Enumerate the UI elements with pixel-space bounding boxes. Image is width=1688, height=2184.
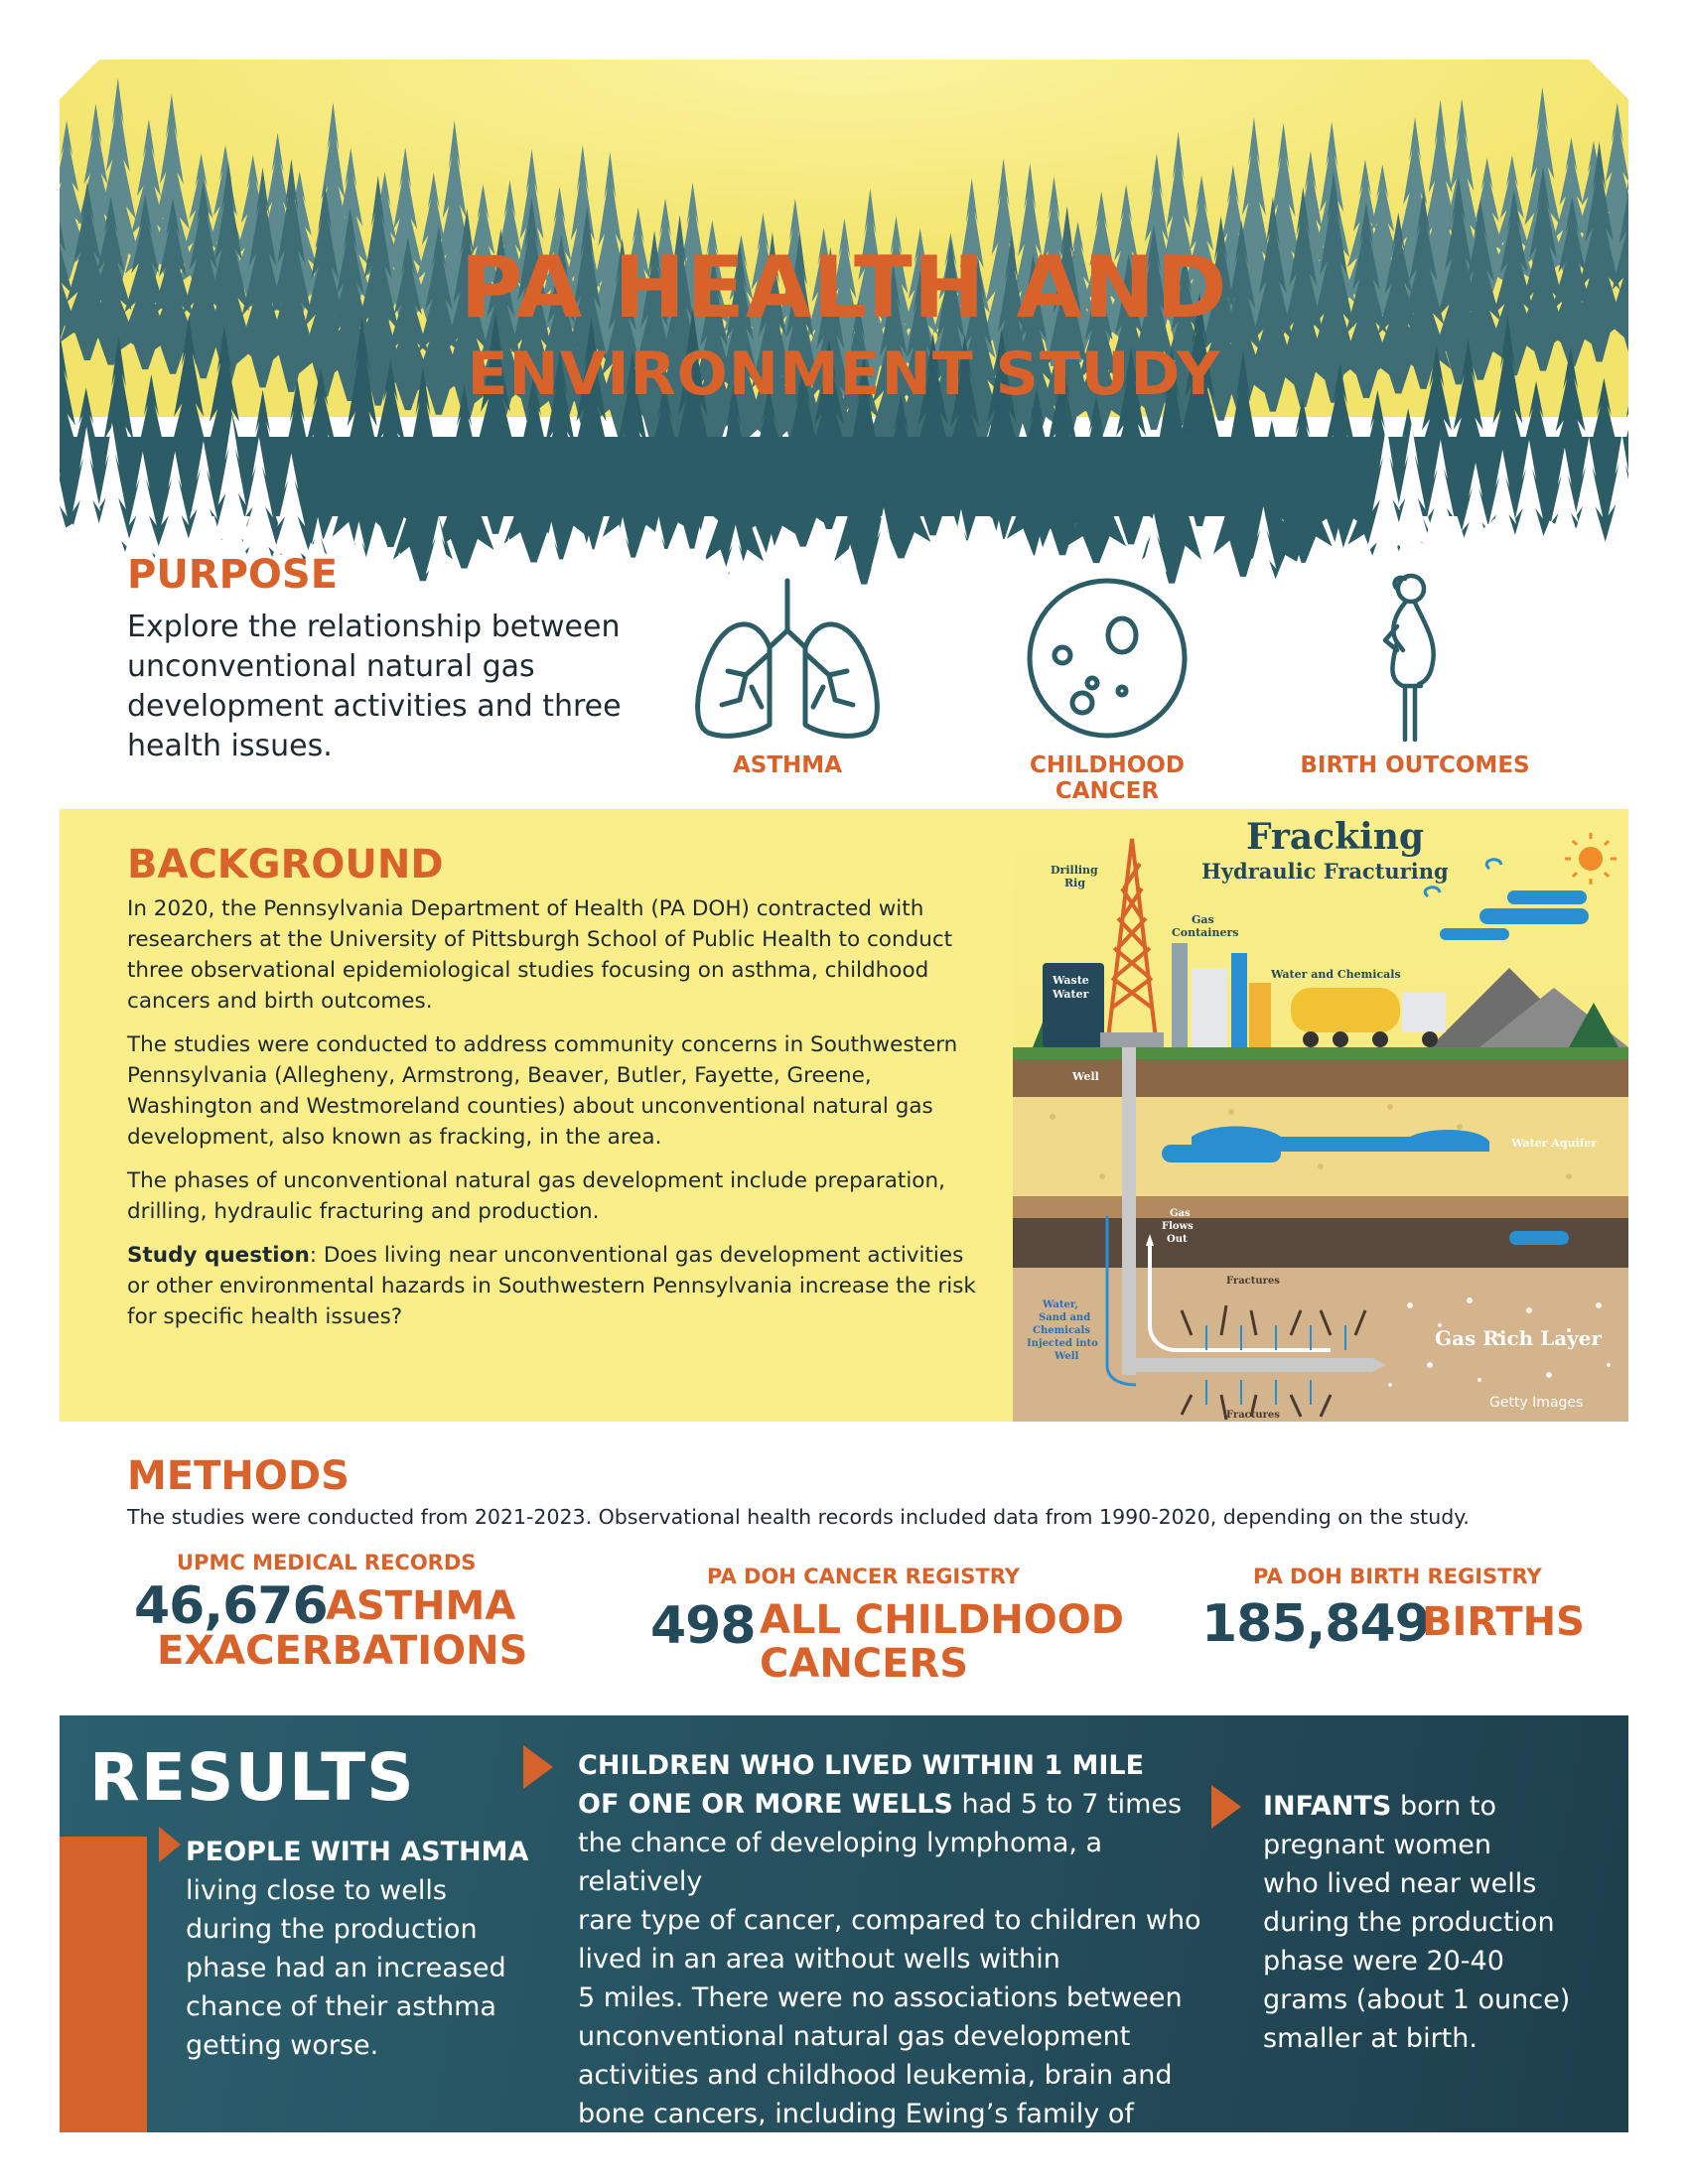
result-asthma-lead: PEOPLE WITH ASTHMA	[186, 1837, 529, 1867]
result-line: phase had an increased	[186, 1953, 506, 1983]
label-drilling-rig-1: Drilling	[1051, 864, 1098, 877]
methods-text: The studies were conducted from 2021-2023. Observational health records included data from 1990-2020, depending on the study.	[127, 1505, 1470, 1529]
sun-icon	[1579, 847, 1603, 871]
result-line: phase were 20-40	[1263, 1946, 1504, 1977]
stat-number-births: 185,849	[1201, 1594, 1430, 1654]
hero-banner	[60, 60, 1628, 596]
label-water-aquifer: Water Aquifer	[1511, 1137, 1598, 1150]
background-paragraph: The phases of unconventional natural gas development include preparation, drilling, hydraulic fracturing and production.	[127, 1168, 945, 1224]
issue-label-childhood-cancer: CHILDHOOD CANCER	[1030, 752, 1185, 804]
result-children-lead-rest: had 5 to 7 times	[952, 1789, 1183, 1820]
label-injected-1: Water,	[1043, 1299, 1078, 1310]
result-infants-lead: INFANTS	[1263, 1791, 1392, 1822]
methods-heading: METHODS	[127, 1453, 350, 1499]
label-gas-containers-1: Gas	[1192, 913, 1214, 926]
purpose-line: unconventional natural gas	[127, 649, 535, 684]
issue-label-asthma: ASTHMA	[733, 752, 842, 778]
diagram-title: Fracking	[1246, 816, 1425, 858]
study-question-label: Study question	[127, 1243, 310, 1268]
stat-number-cancers: 498	[650, 1596, 756, 1656]
image-credit: Getty Images	[1489, 1395, 1584, 1411]
cell-icon	[1023, 574, 1192, 743]
stat-label-asthma-1: ASTHMA	[326, 1583, 516, 1629]
stat-source-cancer-registry: PA DOH CANCER REGISTRY	[707, 1565, 1020, 1588]
label-fractures-top: Fractures	[1226, 1276, 1280, 1287]
result-line: unconventional natural gas development	[578, 2021, 1131, 2052]
study-question	[127, 1240, 976, 1332]
stat-label-asthma-2: EXACERBATIONS	[157, 1628, 528, 1674]
purpose-text	[127, 608, 643, 766]
result-children-lead-1: CHILDREN WHO LIVED WITHIN 1 MILE	[578, 1750, 1145, 1781]
stat-source-upmc: UPMC MEDICAL RECORDS	[177, 1551, 477, 1574]
issue-label-birth-outcomes: BIRTH OUTCOMES	[1300, 752, 1530, 778]
label-waste-water-1: Waste	[1053, 974, 1089, 987]
result-line: grams (about 1 ounce)	[1263, 1984, 1571, 2015]
result-line: bone cancers, including Ewing’s family of tumors.	[578, 2099, 1134, 2168]
background-paragraph: In 2020, the Pennsylvania Department of Health (PA DOH) contracted with researchers at the University of Pittsburgh School of Public Health to conduct three observational epidemiological studies focusing on asthma, childhood cancers and birth outcomes.	[127, 896, 953, 1014]
result-line: pregnant women	[1263, 1830, 1491, 1860]
stat-label-cancers-2: CANCERS	[760, 1641, 969, 1687]
arrow-icon	[159, 1827, 181, 1862]
label-fractures-bottom: Fractures	[1226, 1410, 1280, 1421]
label-water-and-chemicals: Water and Chemicals	[1271, 968, 1401, 981]
page-title-line-1: PA HEALTH AND	[460, 238, 1228, 338]
results-heading: RESULTS	[89, 1739, 415, 1816]
purpose-line: health issues.	[127, 729, 333, 763]
purpose-line: Explore the relationship between	[127, 610, 621, 644]
arrow-icon	[1211, 1785, 1241, 1829]
page-title-line-2: ENVIRONMENT STUDY	[467, 340, 1221, 409]
label-gas-flows-3: Out	[1167, 1234, 1188, 1245]
result-line: getting worse.	[186, 2030, 379, 2061]
result-asthma	[186, 1833, 533, 2065]
result-line: activities and childhood leukemia, brain and	[578, 2060, 1173, 2091]
lungs-icon	[688, 576, 887, 745]
arrow-icon	[523, 1745, 553, 1789]
background-paragraph: The studies were conducted to address community concerns in Southwestern Pennsylvania (Allegheny, Armstrong, Beaver, Butler, Fayette, Greene, Washington and Westmoreland counties) about unconventional natural gas development, also known as fracking, in the area.	[127, 1032, 958, 1150]
result-infants	[1263, 1787, 1601, 2058]
label-gas-flows-1: Gas	[1170, 1208, 1191, 1219]
result-line: rare type of cancer, compared to children who	[578, 1905, 1201, 1936]
purpose-heading: PURPOSE	[127, 552, 339, 598]
result-line: smaller at birth.	[1263, 2023, 1477, 2054]
label-injected-4: Injected into	[1027, 1338, 1098, 1349]
background-heading: BACKGROUND	[127, 842, 444, 887]
label-well: Well	[1072, 1070, 1099, 1083]
label-gas-rich-layer: Gas Rich Layer	[1435, 1326, 1603, 1350]
background-text	[127, 893, 976, 1345]
result-children-lead-2: OF ONE OR MORE WELLS	[578, 1789, 953, 1820]
stat-number-asthma: 46,676	[134, 1576, 328, 1636]
purpose-line: development activities and three	[127, 689, 622, 724]
result-line: during the production	[186, 1914, 478, 1945]
label-injected-3: Chemicals	[1033, 1325, 1090, 1336]
label-injected-2: Sand and	[1039, 1312, 1091, 1323]
result-line: chance of their asthma	[186, 1991, 496, 2022]
stat-source-birth-registry: PA DOH BIRTH REGISTRY	[1253, 1565, 1542, 1588]
pregnant-woman-icon	[1375, 571, 1455, 745]
label-drilling-rig-2: Rig	[1064, 877, 1086, 889]
result-line: living close to wells	[186, 1875, 447, 1906]
study-question-text: : Does living near unconventional gas development activities or other environmental hazards in Southwestern Pennsylvania increase the risk for specific health issues?	[127, 1243, 976, 1329]
result-line: during the production	[1263, 1907, 1555, 1938]
result-line: 5 miles. There were no associations between	[578, 1982, 1183, 2013]
result-children	[578, 1746, 1233, 2172]
fracking-diagram	[1013, 809, 1628, 1422]
results-accent-bar	[60, 1837, 147, 2132]
result-line: who lived near wells	[1263, 1868, 1537, 1899]
result-infants-lead-rest: born to	[1391, 1791, 1497, 1822]
result-line: lived in an area without wells within	[578, 1944, 1060, 1975]
label-injected-5: Well	[1055, 1351, 1079, 1362]
label-gas-flows-2: Flows	[1162, 1221, 1194, 1232]
stat-label-cancers-1: ALL CHILDHOOD	[760, 1597, 1124, 1643]
stat-label-births: BIRTHS	[1422, 1599, 1585, 1645]
diagram-subtitle: Hydraulic Fracturing	[1201, 859, 1449, 884]
result-line: the chance of developing lymphoma, a relatively	[578, 1828, 1103, 1897]
label-gas-containers-2: Containers	[1172, 926, 1239, 939]
label-waste-water-2: Water	[1053, 988, 1089, 1001]
